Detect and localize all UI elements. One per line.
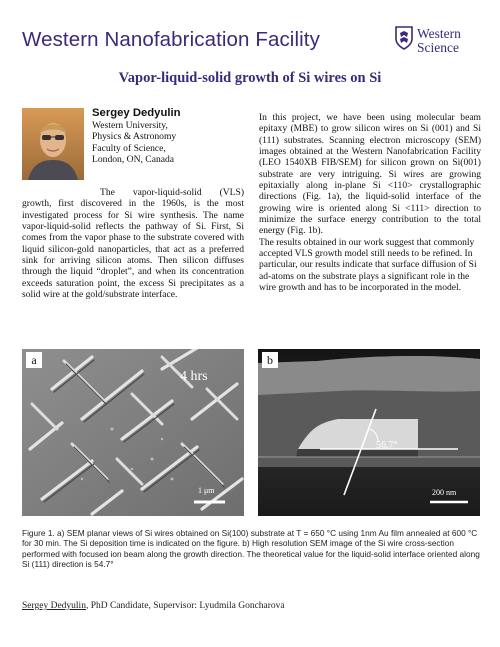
crest-icon — [395, 26, 413, 50]
logo-word-science: Science — [417, 40, 459, 55]
western-science-logo — [395, 26, 495, 56]
affiliation-line: London, ON, Canada — [92, 153, 175, 165]
intro-paragraph — [22, 187, 244, 300]
footer-author-name: Sergey Dedyulin — [22, 601, 86, 611]
author-name: Sergey Dedyulin — [92, 107, 181, 119]
angle-label: 56.7° — [376, 440, 398, 451]
poster-title: Vapor-liquid-solid growth of Si wires on Si — [118, 70, 382, 86]
project-paragraph: In this project, we have been using molecular beam epitaxy (MBE) to grow silicon wires on Si (001) and Si (111) substrates. Scanning electron microscopy (SEM) images obtained at the Western Nanofabrication Facility (LEO 1540XB FIB/SEM) for silicon grown on Si(001) substrate are very intriguing. Si wires are growing epitaxially along in-plane Si <110> crystallographic directions (Fig. 1a), the liquid-solid interface of the growing wire is oriented along Si <111> direction to minimize the surface energy contribution to the total energy (Fig. 1b). — [259, 112, 481, 237]
panel-label-a: a — [26, 352, 42, 368]
figure-a-sem-image — [22, 349, 244, 516]
affiliation-line: Physics & Astronomy — [92, 131, 177, 143]
intro-text: The vapor-liquid-solid (VLS) growth, first discovered in the 1960s, is the most investigated process for Si wire synthesis. The name vapor-liquid-solid reflects the pathway of Si. First, Si comes from the vapor phase to the substrate covered with liquid silicon-gold nanoparticles, that act as a preferred sink for arriving silicon atoms. Then silicon diffuses through the liquid “droplet”, and when its concentration exceeds saturation point, the excess Si precipitates as a solid wire at the gold/substrate interface. — [22, 187, 244, 301]
figure-b-sem-image — [258, 349, 480, 516]
author-photo — [22, 108, 84, 180]
facility-title: Western Nanofabrication Facility — [22, 28, 320, 51]
deposition-time-label: 4 hrs — [180, 369, 208, 384]
scale-bar-label-a: 1 μm — [198, 486, 215, 495]
footer-credit — [22, 601, 285, 611]
affiliation-line: Western University, — [92, 120, 168, 131]
affiliation-line: Faculty of Science, — [92, 142, 166, 154]
project-column — [259, 112, 481, 294]
results-paragraph: The results obtained in our work suggest that commonly accepted VLS growth model still needs to be refined. In particular, our results indicate that surface diffusion of Si ad-atoms on the substrate plays a significant role in the wire growth and has to be incorporated in the model. — [259, 236, 477, 294]
figure-caption: Figure 1. a) SEM planar views of Si wires obtained on Si(100) substrate at T = 650 °C using 1nm Au film annealed at 600 °C for 30 min. The Si deposition time is indicated on the figure. b) High resolution SEM image of the Si wire cross-section performed with focused ion beam along the growth direction. The theoretical value for the liquid-solid interface oriented along Si (111) direction is 54.7° — [22, 528, 480, 570]
logo-word-western: Western — [417, 26, 461, 41]
footer-role: , PhD Candidate, Supervisor: Lyudmila Goncharova — [85, 601, 285, 611]
scale-bar-label-b: 200 nm — [432, 488, 457, 497]
author-block — [92, 107, 181, 165]
panel-label-b: b — [262, 352, 278, 368]
